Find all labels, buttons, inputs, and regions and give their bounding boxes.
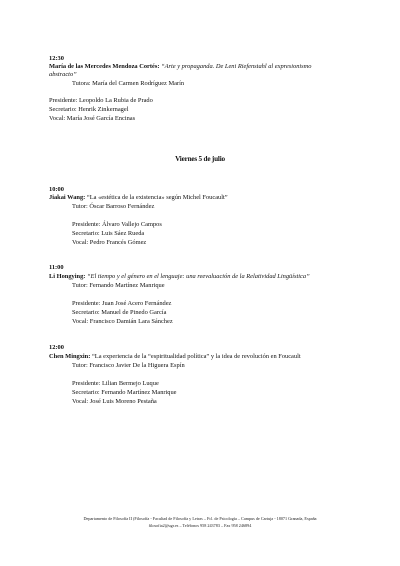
author-name: Chen Mingxin: [49,353,91,360]
committee-president: Presidente: Juan José Acero Fernández [72,300,172,307]
session-title-line [49,353,301,361]
session-time: 11:00 [49,264,64,271]
session-time: 12:00 [49,344,64,351]
author-name: Li Hongying: [49,273,86,280]
day-heading: Viernes 5 de julio [175,155,225,163]
committee-secretary: Secretario: Henrik Zinkernagel [49,106,129,113]
footer-contact: filosofia2@ugr.es – Teléfonos 958 243783 – Fax 958 246894 [148,523,252,528]
committee-president: Presidente: Leopoldo La Rubia de Prado [49,97,153,104]
thesis-title: “La experiencia de la “espiritualidad política” y la idea de revolución en Foucault [90,353,301,360]
committee-vocal: Vocal: José Luis Moreno Pestaña [72,398,157,405]
tutor: Tutor: Óscar Barroso Fernández [72,203,155,210]
committee-president: Presidente: Lilian Bermejo Luque [72,380,159,387]
session-title-line [49,273,310,281]
session-title-line [49,63,311,71]
session-title-line [49,194,228,202]
committee-vocal: Vocal: Francisco Damián Lara Sánchez [72,318,173,325]
footer-address: Departamento de Filosofía II (Filosofía - Facultad de Filosofía y Letras – Fcl. de Psicología – Campus de Cartuja - 18071 Granada, España [83,516,317,521]
tutor: Tutora: María del Carmen Rodríguez Marín [72,80,185,87]
committee-president: Presidente: Álvaro Vallejo Campos [72,221,162,228]
thesis-title: “La «estética de la existencia» según Michel Foucault” [85,194,228,201]
thesis-title-continued: abstracto” [49,71,77,78]
thesis-title: “El tiempo y el género en el lenguaje: una reevaluación de la Relatividad Lingüística” [85,273,310,280]
tutor: Tutor: Francisco Javier De la Higuera Espín [72,362,185,369]
thesis-title: “Arte y propaganda. De Leni Riefenstahl al expresionismo [161,63,312,70]
author-name: Jiakai Wang: [49,194,86,201]
session-time: 10:00 [49,186,64,193]
committee-secretary: Secretario: Fernando Martínez Manrique [72,389,177,396]
session-time: 12:30 [49,55,64,62]
committee-secretary: Secretario: Manuel de Pinedo García [72,309,167,316]
committee-vocal: Vocal: Pedro Francés Gómez [72,239,147,246]
author-name: María de las Mercedes Mendoza Cortés: [49,63,160,70]
committee-secretary: Secretario: Luis Sáez Rueda [72,230,145,237]
committee-vocal: Vocal: María José García Encinas [49,115,136,122]
tutor: Tutor: Fernando Martínez Manrique [72,282,165,289]
